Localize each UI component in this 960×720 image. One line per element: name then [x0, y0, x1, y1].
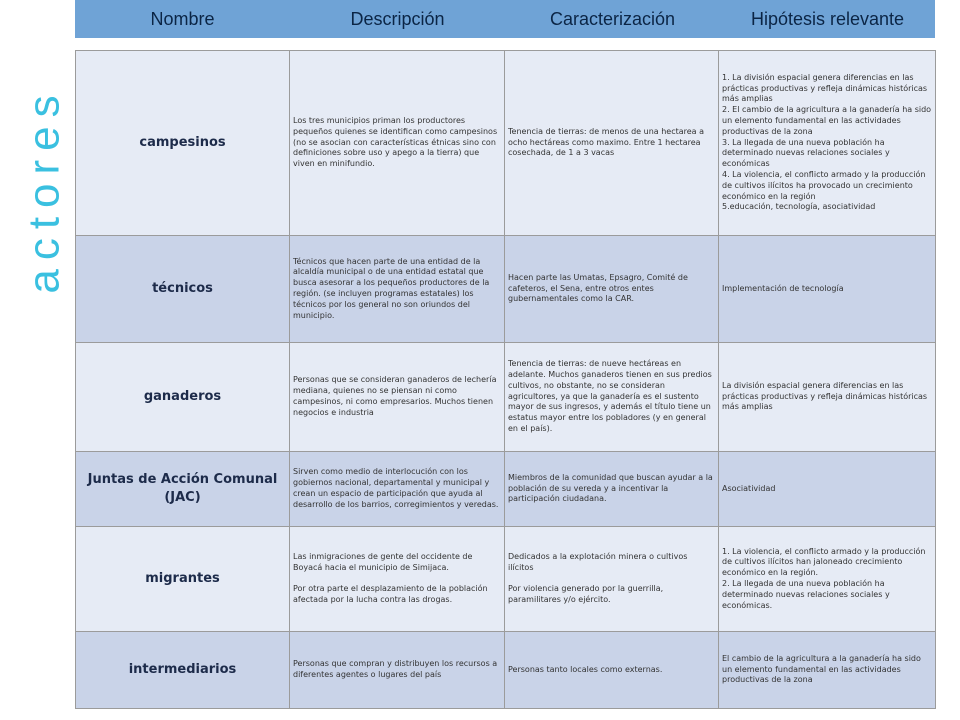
- row-name: intermediarios: [76, 632, 290, 709]
- row-description: Personas que compran y distribuyen los recursos a diferentes agentes o lugares del país: [290, 632, 505, 709]
- row-characterization: Tenencia de tierras: de nueve hectáreas en adelante. Muchos ganaderos tienen en sus predios cultivos, no obstante, no se consideran agricultores, ya que la ganadería es el sustento mayor de sus ingresos, y además el título tiene un estatus mayor entre los pobladores (y en general en el país).: [505, 343, 719, 452]
- table-header-bar: [75, 0, 935, 38]
- row-hypothesis: La división espacial genera diferencias en las prácticas productivas y refleja dinámicas históricas más amplias: [719, 343, 936, 452]
- row-name: técnicos: [76, 236, 290, 343]
- side-title: [22, 70, 68, 310]
- row-characterization: Dedicados a la explotación minera o cultivos ilícitos Por violencia generado por la guerrilla, paramilitares y/o ejército.: [505, 527, 719, 632]
- row-hypothesis: Implementación de tecnología: [719, 236, 936, 343]
- row-description: Personas que se consideran ganaderos de lechería mediana, quienes no se piensan ni como campesinos, ni como empresarios. Muchos tienen negocios e industria: [290, 343, 505, 452]
- row-description: Las inmigraciones de gente del occidente de Boyacá hacia el municipio de Simijaca. Por otra parte el desplazamiento de la población afectada por la lucha contra las drogas.: [290, 527, 505, 632]
- row-hypothesis: 1. La violencia, el conflicto armado y la producción de cultivos ilícitos han jaloneado crecimiento económico en la región. 2. La llegada de una nueva población ha determinado nuevas relaciones sociales y económicas.: [719, 527, 936, 632]
- row-description: Técnicos que hacen parte de una entidad de la alcaldía municipal o de una entidad estatal que busca asesorar a los pequeños productores de la región. (se incluyen programas estatales) los técnicos por los general no son oriundos del municipio.: [290, 236, 505, 343]
- table-row: [76, 343, 936, 452]
- header-hipotesis: Hipótesis relevante: [750, 9, 905, 29]
- row-name: Juntas de Acción Comunal (JAC): [76, 452, 290, 527]
- row-description: Los tres municipios priman los productores pequeños quienes se identifican como campesinos (no se asocian con características étnicas sino con definiciones sobre uso y apego a la tierra) que viven en minifundio.: [290, 51, 505, 236]
- row-hypothesis: 1. La división espacial genera diferencias en las prácticas productivas y refleja dinámicas históricas más amplias 2. El cambio de la agricultura a la ganadería ha sido un elemento fundamental en las actividades productivas de la zona 3. La llegada de una nueva población ha determinado nuevas relaciones sociales y económicas 4. La violencia, el conflicto armado y la producción de cultivos ilícitos ha provocado un crecimiento económico en la región 5.educación, tecnología, asociatividad: [719, 51, 936, 236]
- header-nombre: Nombre: [150, 9, 215, 29]
- side-title-text: actores: [20, 86, 70, 294]
- table-row: [76, 452, 936, 527]
- table-row: [76, 632, 936, 709]
- header-caracterizacion: Caracterización: [549, 9, 676, 29]
- row-characterization: Tenencia de tierras: de menos de una hectarea a ocho hectáreas como maximo. Entre 1 hectarea cosechada, de 1 a 3 vacas: [505, 51, 719, 236]
- actors-table: [75, 50, 936, 709]
- row-hypothesis: Asociatividad: [719, 452, 936, 527]
- table-row: [76, 51, 936, 236]
- header-descripcion: Descripción: [350, 9, 445, 29]
- row-name: migrantes: [76, 527, 290, 632]
- row-name: campesinos: [76, 51, 290, 236]
- row-characterization: Personas tanto locales como externas.: [505, 632, 719, 709]
- table-row: [76, 527, 936, 632]
- table-row: [76, 236, 936, 343]
- row-description: Sirven como medio de interlocución con los gobiernos nacional, departamental y municipal y crean un espacio de participación que ayuda al desarrollo de los barrios, corregimientos y veredas.: [290, 452, 505, 527]
- row-characterization: Miembros de la comunidad que buscan ayudar a la población de su vereda y a incentivar la participación ciudadana.: [505, 452, 719, 527]
- row-name: ganaderos: [76, 343, 290, 452]
- row-characterization: Hacen parte las Umatas, Epsagro, Comité de cafeteros, el Sena, entre otros entes gubernamentales como la CAR.: [505, 236, 719, 343]
- row-hypothesis: El cambio de la agricultura a la ganadería ha sido un elemento fundamental en las actividades productivas de la zona: [719, 632, 936, 709]
